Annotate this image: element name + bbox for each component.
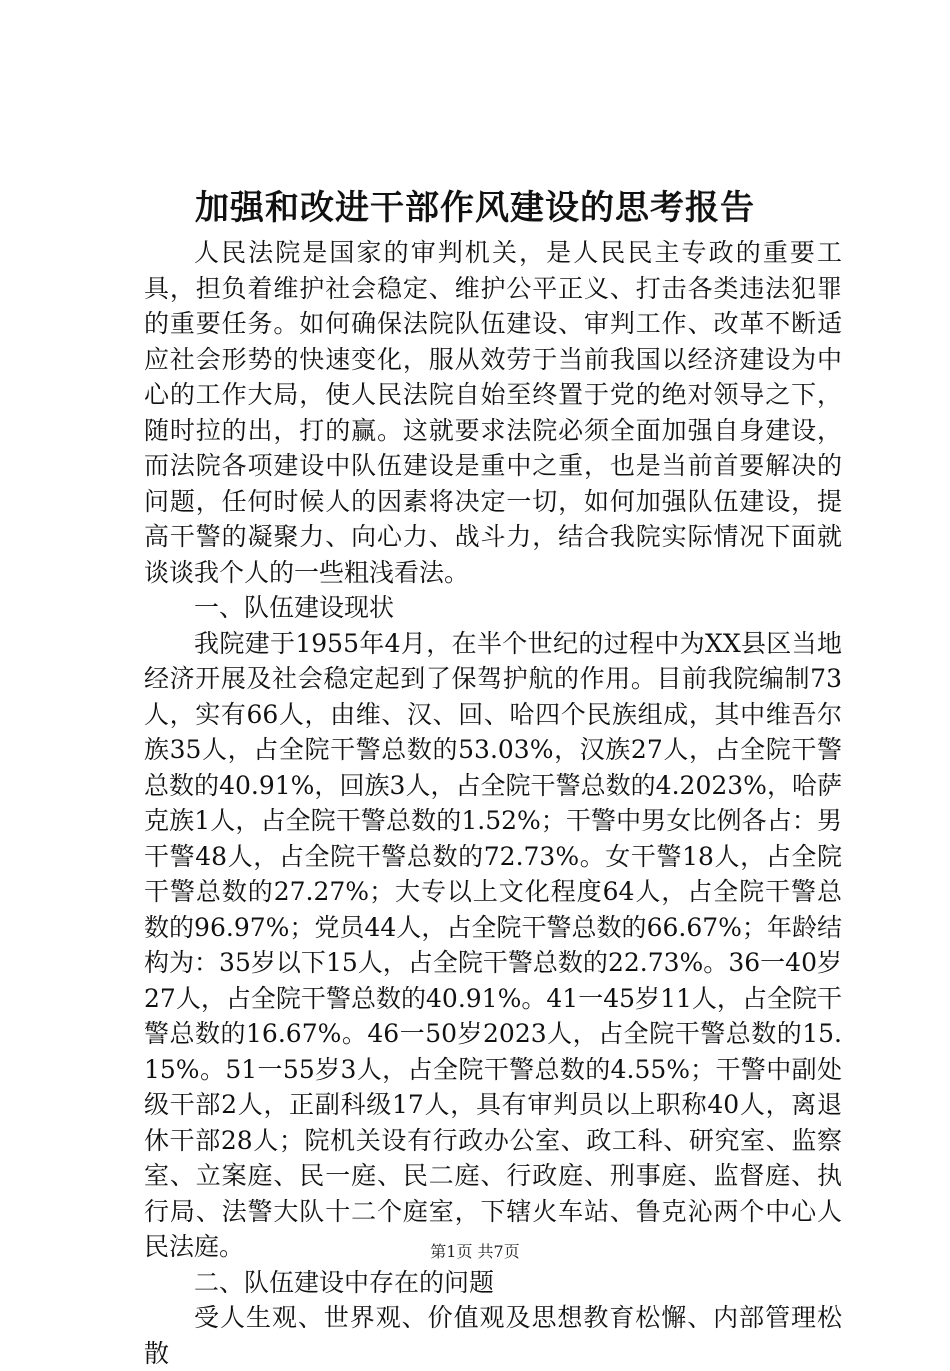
paragraph-status: 我院建于1955年4月，在半个世纪的过程中为XX县区当地经济开展及社会稳定起到了保驾护航的作用。目前我院编制73人，实有66人，由维、汉、回、哈四个民族组成，其中维吾尔族35人，占全院干警总数的53.03%，汉族27人，占全院干警总数的40.91%，回族3人，占全院干警总数的4.2023%，哈萨克族1人，占全院干警总数的1.52%；干警中男女比例各占：男干警48人，占全院干警总数的72.73%。女干警18人，占全院干警总数的27.27%；大专以上文化程度64人，占全院干警总数的96.97%；党员44人，占全院干警总数的66.67%；年龄结构为：35岁以下15人，占全院干警总数的22.73%。36一40岁27人，占全院干警总数的40.91%。41一45岁11人，占全院干警总数的16.67%。46一50岁2023人，占全院干警总数的15.15%。51一55岁3人，占全院干警总数的4.55%；干警中副处级干部2人，正副科级17人，具有审判员以上职称40人，离退休干部28人；院机关设有行政办公室、政工科、研究室、监察室、立案庭、民一庭、民二庭、行政庭、刑事庭、监督庭、执行局、法警大队十二个庭室，下辖火车站、鲁克沁两个中心人民法庭。	[144, 628, 842, 1261]
section-heading-2: 二、队伍建设中存在的问题	[194, 1267, 495, 1297]
paragraph-intro: 人民法院是国家的审判机关，是人民民主专政的重要工具，担负着维护社会稳定、维护公平正义、打击各类违法犯罪的重要任务。如何确保法院队伍建设、审判工作、改革不断适应社会形势的快速变化，服从效劳于当前我国以经济建设为中心的工作大局，使人民法院自始至终置于党的绝对领导之下，随时拉的出，打的赢。这就要求法院必须全面加强自身建设，而法院各项建设中队伍建设是重中之重，也是当前首要解决的问题，任何时候人的因素将决定一切，如何加强队伍建设，提高干警的凝聚力、向心力、战斗力，结合我院实际情况下面就谈谈我个人的一些粗浅看法。	[144, 238, 842, 587]
document-body	[144, 235, 842, 1371]
page-title: 加强和改进干部作风建设的思考报告	[195, 188, 755, 228]
page-footer: 第1页 共7页	[430, 1242, 520, 1261]
section-heading-1: 一、队伍建设现状	[194, 593, 395, 622]
paragraph-problems: 受人生观、世界观、价值观及思想教育松懈、内部管理松散	[144, 1303, 842, 1368]
